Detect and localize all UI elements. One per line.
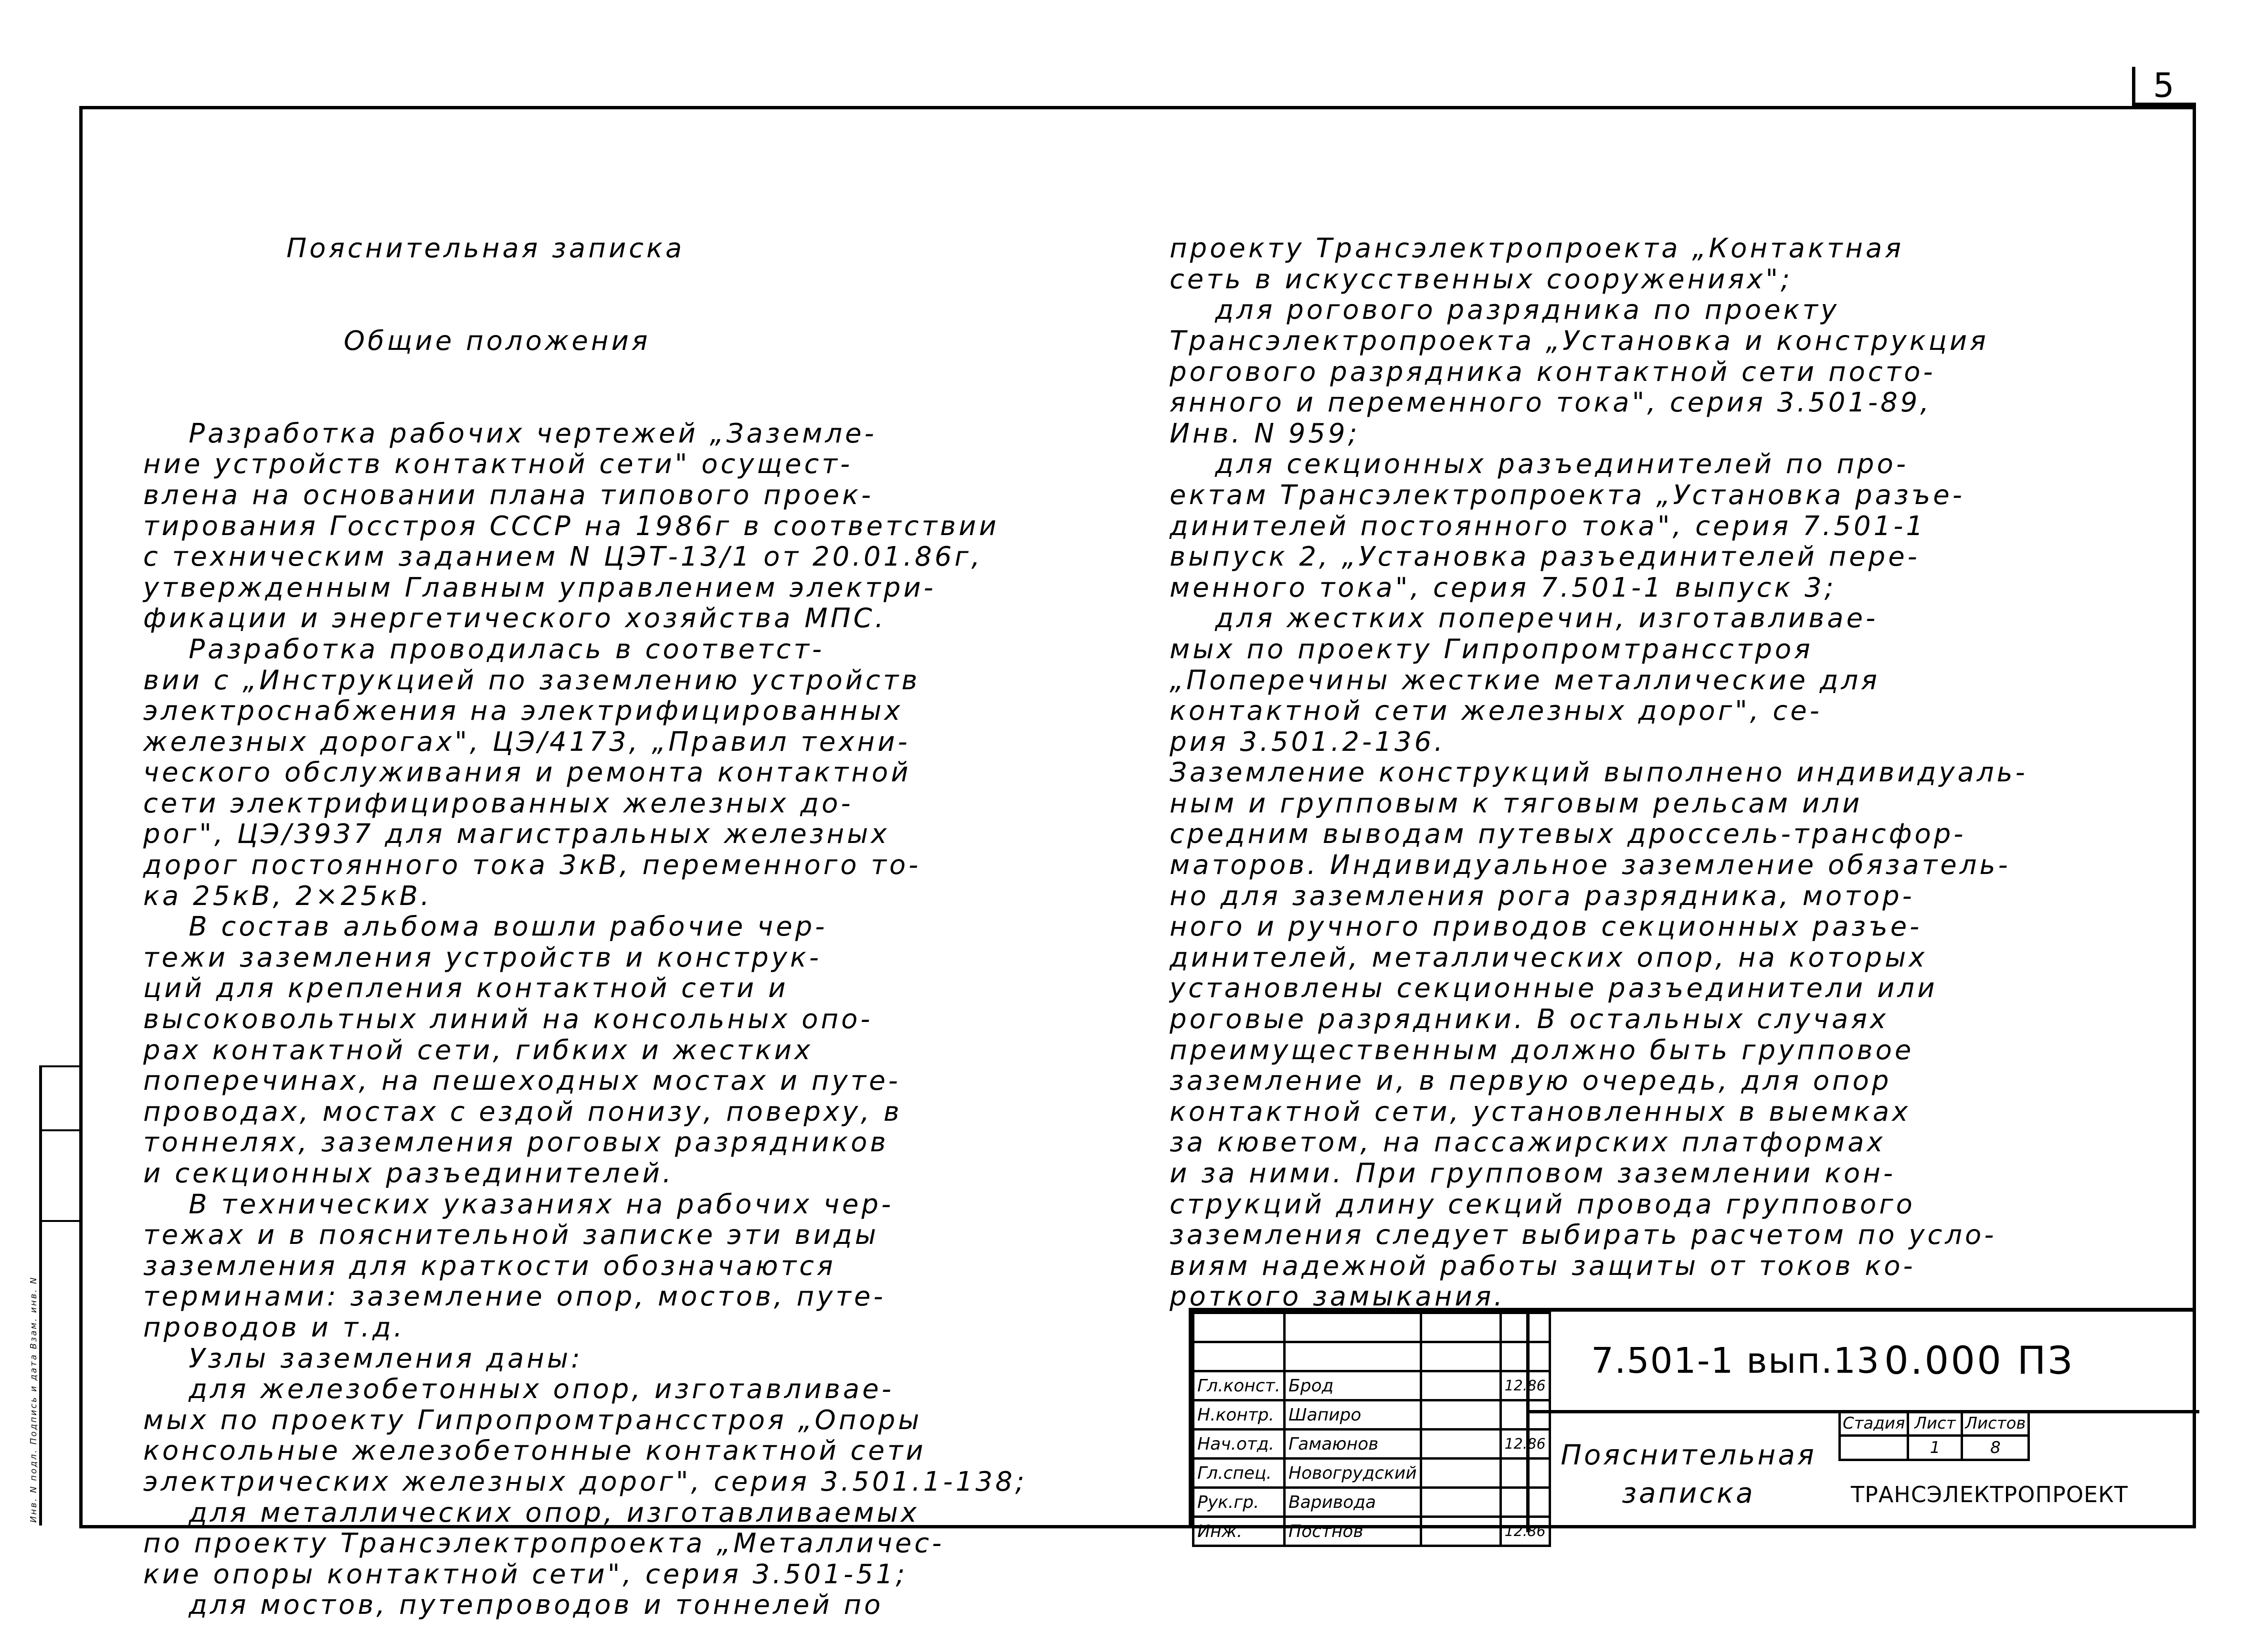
text-line: Разработка рабочих чертежей „Заземле- — [143, 418, 877, 449]
text-line: для рогового разрядника по проекту — [1170, 295, 1840, 326]
text-line: и за ними. При групповом заземлении кон- — [1170, 1158, 1896, 1189]
text-line: влена на основании плана типового проек- — [143, 479, 874, 511]
text-line: рах контактной сети, гибких и жестких — [143, 1034, 813, 1066]
text-line: преимущественным должно быть групповое — [1170, 1034, 1914, 1066]
document-number: 0.000 ПЗ — [1884, 1338, 2074, 1383]
text-line: сеть в искусственных сооружениях"; — [1170, 263, 1793, 295]
sheet-value: 1 — [1908, 1436, 1962, 1460]
text-line: кие опоры контактной сети", серия 3.501-51; — [143, 1558, 908, 1590]
stage-sheet-table — [1838, 1410, 2030, 1461]
text-line: В состав альбома вошли рабочие чер- — [143, 911, 828, 943]
text-line: по проекту Трансэлектропроекта „Металличес- — [143, 1528, 945, 1559]
text-line: за кюветом, на пассажирских платформах — [1170, 1127, 1886, 1158]
signature-row — [1193, 1517, 1550, 1546]
sheets-value: 8 — [1962, 1436, 2029, 1460]
title-block-divider — [1526, 1312, 1530, 1532]
text-line: заземления для краткости обозначаются — [143, 1250, 836, 1282]
text-line: В технических указаниях на рабочих чер- — [143, 1189, 894, 1220]
signature-row — [1193, 1342, 1550, 1371]
text-line: поперечинах, на пешеходных мостах и путе- — [143, 1065, 901, 1097]
text-line: ного и ручного приводов секционных разъе- — [1170, 911, 1922, 943]
signature-name: Варивода — [1285, 1488, 1421, 1517]
text-line: Узлы заземления даны: — [143, 1343, 583, 1374]
text-line: ка 25кВ, 2×25кВ. — [143, 880, 432, 912]
text-line: мых по проекту Гипропромтрансстроя „Опоры — [143, 1404, 922, 1436]
text-line: фикации и энергетического хозяйства МПС. — [143, 603, 887, 634]
signature-name: Брод — [1285, 1371, 1421, 1400]
text-line: для жестких поперечин, изготавливае- — [1170, 603, 1879, 634]
text-line: Разработка проводилась в соответст- — [143, 633, 825, 665]
side-stamp-cell — [42, 1131, 79, 1222]
text-line: Инв. N 959; — [1170, 418, 1360, 449]
signature-name — [1285, 1342, 1421, 1371]
signature-name: Шапиро — [1285, 1400, 1421, 1430]
text-line: тежи заземления устройств и конструк- — [143, 942, 822, 973]
signature-row — [1193, 1400, 1550, 1430]
document-heading: Пояснительная записка — [286, 233, 685, 264]
text-line: проводов и т.д. — [143, 1312, 405, 1343]
signature-mark — [1421, 1313, 1500, 1342]
text-line: сети электрифицированных железных до- — [143, 788, 854, 819]
signature-role — [1193, 1342, 1285, 1371]
text-line: роговые разрядники. В остальных случаях — [1170, 1004, 1889, 1035]
document-title-line: записка — [1622, 1477, 1755, 1509]
signature-date: 12.86 — [1500, 1430, 1550, 1459]
signature-date — [1500, 1400, 1550, 1430]
text-line: установлены секционные разъединители или — [1170, 973, 1938, 1004]
text-line: для железобетонных опор, изготавливае- — [143, 1374, 894, 1405]
signature-table — [1192, 1312, 1551, 1547]
text-line: для мостов, путепроводов и тоннелей по — [143, 1589, 884, 1621]
text-line: менного тока", серия 7.501-1 выпуск 3; — [1170, 572, 1837, 603]
signature-name: Постнов — [1285, 1517, 1421, 1546]
text-line: динителей, металлических опор, на которых — [1170, 942, 1928, 973]
signature-role — [1193, 1313, 1285, 1342]
signature-row — [1193, 1371, 1550, 1400]
text-line: дорог постоянного тока 3кВ, переменного то- — [143, 850, 921, 881]
text-line: средним выводам путевых дроссель-трансфор- — [1170, 819, 1966, 850]
text-line: выпуск 2, „Установка разъединителей пере- — [1170, 541, 1920, 573]
text-line: электрических железных дорог", серия 3.501.1-138; — [143, 1466, 1027, 1497]
signature-row — [1193, 1430, 1550, 1459]
signature-name: Гамаюнов — [1285, 1430, 1421, 1459]
text-line: контактной сети, установленных в выемках — [1170, 1096, 1911, 1127]
signature-mark — [1421, 1371, 1500, 1400]
text-line: утвержденным Главным управлением электри- — [143, 572, 937, 603]
left-column — [143, 172, 1146, 1652]
text-line: для металлических опор, изготавливаемых — [143, 1497, 919, 1528]
text-line: ций для крепления контактной сети и — [143, 973, 789, 1004]
text-line: виям надежной работы защиты от токов ко- — [1170, 1250, 1916, 1282]
left-body-text — [143, 419, 1146, 1621]
signature-mark — [1421, 1459, 1500, 1488]
title-block — [1189, 1308, 2196, 1541]
text-line: заземление и, в первую очередь, для опор — [1170, 1065, 1892, 1097]
sheets-header: Листов — [1962, 1411, 2029, 1436]
document-title — [1555, 1436, 1822, 1512]
text-line: динителей постоянного тока", серия 7.501-1 — [1170, 510, 1926, 542]
right-column — [1170, 172, 2148, 1344]
stage-value — [1840, 1436, 1908, 1460]
signature-role: Нач.отд. — [1193, 1430, 1285, 1459]
signature-date — [1500, 1313, 1550, 1342]
text-line: вии с „Инструкцией по заземлению устройств — [143, 664, 920, 696]
text-line: рия 3.501.2-136. — [1170, 726, 1446, 758]
text-line: Заземление конструкций выполнено индивидуаль- — [1170, 757, 2028, 789]
stage-header: Стадия — [1840, 1411, 1908, 1436]
text-line: ческого обслуживания и ремонта контактной — [143, 757, 911, 789]
signature-date: 12.86 — [1500, 1517, 1550, 1546]
side-stamp-text: Инв. N подл. Подпись и дата Взам. инв. N — [29, 1276, 39, 1523]
signature-row — [1193, 1313, 1550, 1342]
text-line: рог", ЦЭ/3937 для магистральных железных — [143, 819, 890, 850]
signature-role: Рук.гр. — [1193, 1488, 1285, 1517]
organization-name: ТРАНСЭЛЕКТРОПРОЕКТ — [1851, 1482, 2128, 1507]
text-line: роткого замыкания. — [1170, 1281, 1506, 1313]
signature-date — [1500, 1488, 1550, 1517]
text-line: струкций длину секций провода группового — [1170, 1189, 1915, 1220]
signature-role: Гл.конст. — [1193, 1371, 1285, 1400]
text-line: заземления следует выбирать расчетом по усло- — [1170, 1220, 1997, 1251]
text-line: ным и групповым к тяговым рельсам или — [1170, 788, 1863, 819]
text-line: терминами: заземление опор, мостов, путе- — [143, 1281, 886, 1313]
signature-mark — [1421, 1517, 1500, 1546]
text-line: для секционных разъединителей по про- — [1170, 449, 1909, 480]
text-line: рогового разрядника контактной сети посто- — [1170, 356, 1936, 388]
signature-role: Н.контр. — [1193, 1400, 1285, 1430]
text-line: „Поперечины жесткие металлические для — [1170, 664, 1880, 696]
text-line: железных дорогах", ЦЭ/4173, „Правил техни- — [143, 726, 910, 758]
text-line: янного и переменного тока", серия 3.501-89, — [1170, 387, 1932, 419]
signature-name: Новогрудский — [1285, 1459, 1421, 1488]
signature-row — [1193, 1488, 1550, 1517]
text-line: ние устройств контактной сети" осущест- — [143, 449, 853, 480]
text-line: ектам Трансэлектропроекта „Установка разъе- — [1170, 479, 1965, 511]
text-line: электроснабжения на электрифицированных — [143, 695, 903, 727]
text-line: тежах и в пояснительной записке эти виды — [143, 1220, 879, 1251]
section-heading: Общие положения — [344, 325, 651, 357]
text-line: но для заземления рога разрядника, мотор- — [1170, 880, 1915, 912]
text-line: мых по проекту Гипропромтрансстроя — [1170, 633, 1813, 665]
text-line: с техническим заданием N ЦЭТ-13/1 от 20.01.86г, — [143, 541, 983, 573]
signature-role: Гл.спец. — [1193, 1459, 1285, 1488]
signature-mark — [1421, 1488, 1500, 1517]
text-line: контактной сети железных дорог", се- — [1170, 695, 1822, 727]
sheet-header: Лист — [1908, 1411, 1962, 1436]
text-line: консольные железобетонные контактной сети — [143, 1435, 926, 1467]
right-body-text — [1170, 233, 2148, 1313]
text-line: и секционных разъединителей. — [143, 1158, 674, 1189]
side-stamp-cell — [42, 1067, 79, 1131]
text-line: Трансэлектропроекта „Установка и конструкция — [1170, 325, 1989, 357]
text-line: маторов. Индивидуальное заземление обязатель- — [1170, 850, 2011, 881]
signature-row — [1193, 1459, 1550, 1488]
text-line: проекту Трансэлектропроекта „Контактная — [1170, 233, 1904, 264]
signature-mark — [1421, 1400, 1500, 1430]
side-stamp-strip — [39, 1065, 79, 1526]
page-number: 5 — [2153, 66, 2175, 105]
text-line: высоковольтных линий на консольных опо- — [143, 1004, 873, 1035]
signature-date — [1500, 1342, 1550, 1371]
text-line: проводах, мостах с ездой понизу, поверху, в — [143, 1096, 902, 1127]
series-code: 7.501-1 вып.13 — [1591, 1340, 1880, 1381]
signature-date: 12.86 — [1500, 1371, 1550, 1400]
document-title-line: Пояснительная — [1561, 1439, 1816, 1471]
signature-role: Инж. — [1193, 1517, 1285, 1546]
text-line: тоннелях, заземления роговых разрядников — [143, 1127, 889, 1158]
side-stamp-cell — [42, 1222, 79, 1287]
signature-mark — [1421, 1430, 1500, 1459]
signature-mark — [1421, 1342, 1500, 1371]
text-line: тирования Госстроя СССР на 1986г в соответствии — [143, 510, 999, 542]
signature-name — [1285, 1313, 1421, 1342]
signature-date — [1500, 1459, 1550, 1488]
